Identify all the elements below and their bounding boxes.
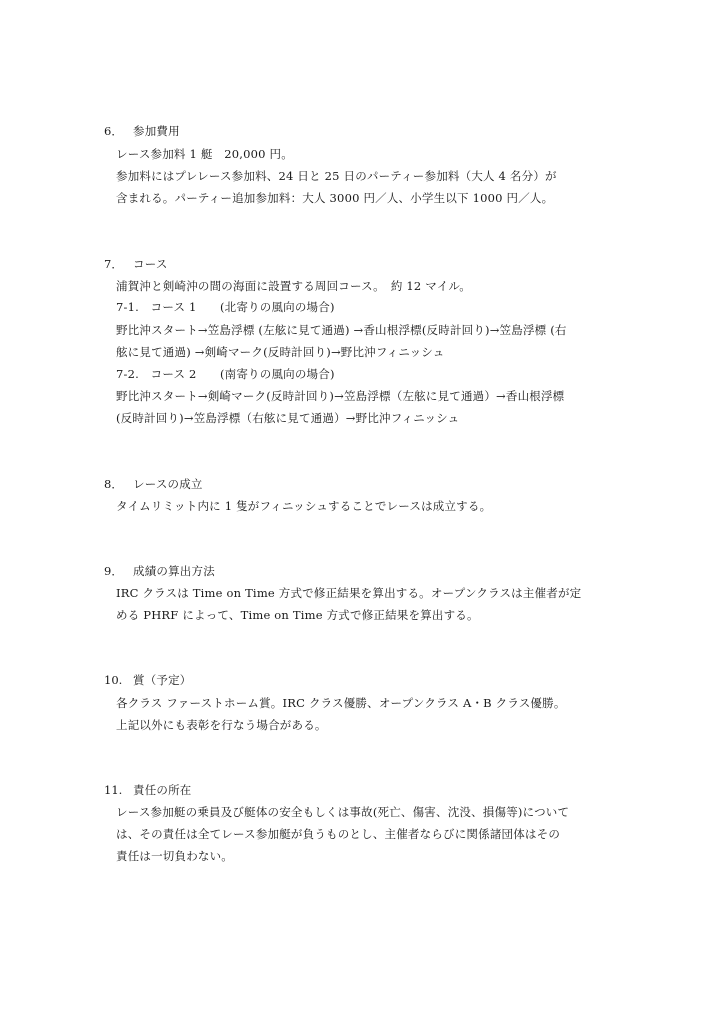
section-10-number: 10.	[104, 673, 123, 687]
section-7-line-6: 野比沖スタート→剣崎マーク(反時計回り)→笠島浮標（左舷に見て通過）→香山根浮標	[116, 389, 565, 403]
section-7-line-4: 舷に見て通過) →剣崎マーク(反時計回り)→野比沖フィニッシュ	[116, 345, 445, 359]
section-6-line-3: 含まれる。パーティー追加参加料：大人 3000 円／人、小学生以下 1000 円／人。	[116, 191, 554, 205]
section-7-line-5: 7-2. コース 2 (南寄りの風向の場合)	[116, 367, 335, 381]
section-6-heading: 参加費用	[133, 124, 180, 138]
section-9-line-2: める PHRF によって、Time on Time 方式で修正結果を算出する。	[116, 608, 479, 622]
section-7-number: 7．	[104, 257, 123, 271]
section-9-line-1: IRC クラスは Time on Time 方式で修正結果を算出する。オープンクラスは主催者が定	[116, 586, 582, 600]
section-11-line-1: レース参加艇の乗員及び艇体の安全もしくは事故(死亡、傷害、沈没、損傷等)について	[116, 805, 570, 819]
section-6-number: 6．	[104, 124, 123, 138]
section-7-line-1: 浦賀沖と剣崎沖の間の海面に設置する周回コース。 約 12 マイル。	[116, 279, 471, 293]
section-11-line-2: は、その責任は全てレース参加艇が負うものとし、主催者ならびに関係諸団体はその	[116, 827, 561, 841]
section-7-heading: コース	[133, 257, 168, 271]
section-10-heading: 賞（予定）	[133, 673, 192, 687]
section-9-number: 9．	[104, 564, 123, 578]
section-11-number: 11.	[104, 783, 123, 797]
section-10-line-2: 上記以外にも表彰を行なう場合がある。	[116, 718, 327, 732]
section-8-number: 8．	[104, 477, 123, 491]
section-8-line-1: タイムリミット内に 1 隻がフィニッシュすることでレースは成立する。	[116, 499, 492, 513]
section-7-line-2: 7-1. コース 1 (北寄りの風向の場合)	[116, 300, 335, 314]
section-6-line-2: 参加料にはプレレース参加料、24 日と 25 日のパーティー参加料（大人 4 名分）が	[116, 169, 557, 183]
section-8-heading: レースの成立	[133, 477, 203, 491]
section-7-line-7: (反時計回り)→笠島浮標（右舷に見て通過）→野比沖フィニッシュ	[116, 411, 460, 425]
section-6-line-1: レース参加料 1 艇 20,000 円。	[116, 147, 293, 161]
section-11-line-3: 責任は一切負わない。	[116, 849, 233, 863]
section-10-line-1: 各クラス ファーストホーム賞。IRC クラス優勝、オープンクラス A・B クラス優勝。	[116, 696, 566, 710]
section-7-line-3: 野比沖スタート→笠島浮標 (左舷に見て通過) →香山根浮標(反時計回り)→笠島浮標 (右	[116, 323, 567, 337]
section-11-heading: 責任の所在	[133, 783, 192, 797]
section-9-heading: 成績の算出方法	[133, 564, 215, 578]
